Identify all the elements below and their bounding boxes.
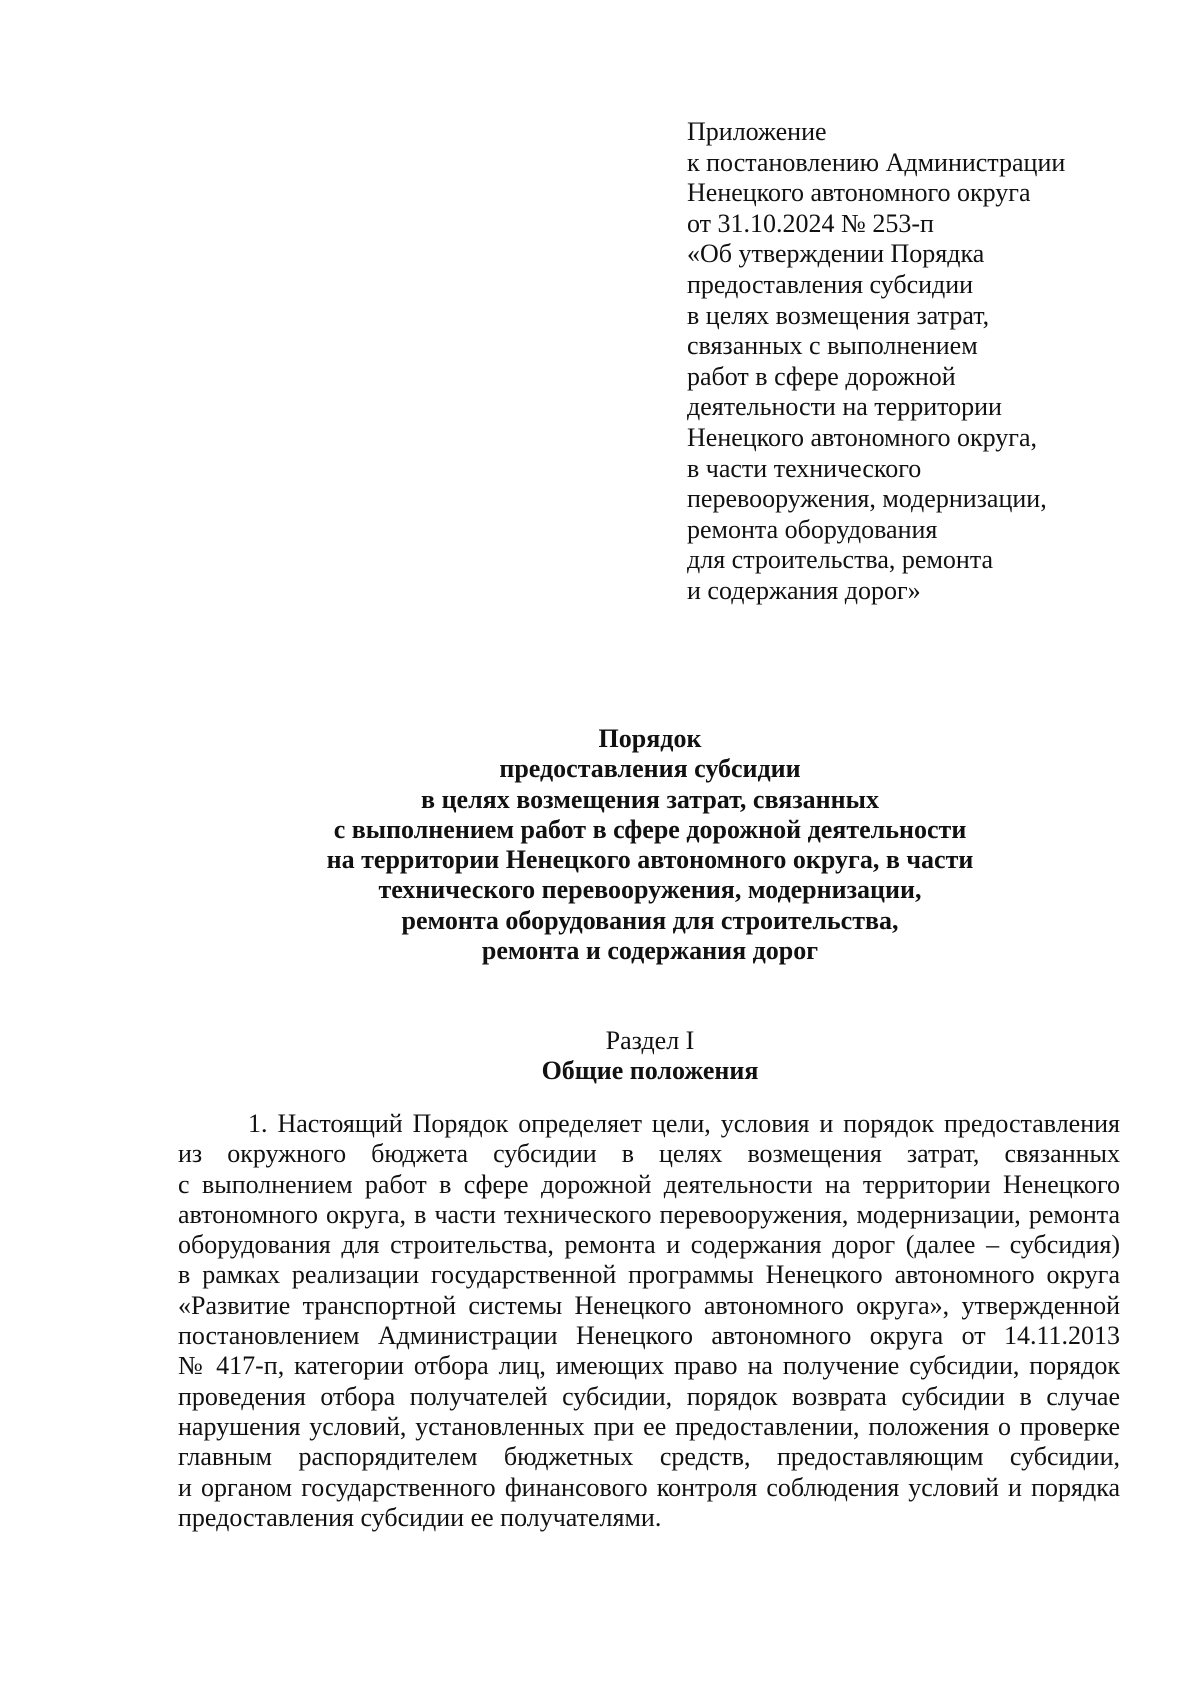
annex-line: ремонта оборудования xyxy=(687,514,938,544)
paragraph-line: проведения отбора получателей субсидии, порядок возврата субсидии в случае xyxy=(178,1381,1120,1411)
paragraph-line: в рамках реализации государственной программы Ненецкого автономного округа xyxy=(178,1260,1120,1290)
paragraph-1 xyxy=(178,1109,1120,1533)
paragraph-line: главным распорядителем бюджетных средств, предоставляющим субсидии, xyxy=(178,1442,1120,1472)
title-line: в целях возмещения затрат, связанных xyxy=(421,784,879,814)
annex-line: работ в сфере дорожной xyxy=(687,361,956,391)
title-line: с выполнением работ в сфере дорожной деятельности xyxy=(333,814,967,844)
annex-line: Ненецкого автономного округа xyxy=(687,178,1031,208)
section-title: Общие положения xyxy=(541,1056,759,1085)
annex-line: от 31.10.2024 № 253-п xyxy=(687,208,934,238)
document-title xyxy=(180,724,1120,966)
annex-line: перевооружения, модернизации, xyxy=(687,484,1047,514)
annex-line: связанных с выполнением xyxy=(687,331,978,361)
section-number: Раздел I xyxy=(605,1026,695,1055)
annex-line: Приложение xyxy=(687,117,827,146)
annex-line: для строительства, ремонта xyxy=(687,545,994,575)
title-line: ремонта оборудования для строительства, xyxy=(401,905,899,935)
title-line: предоставления субсидии xyxy=(499,754,801,784)
annex-line: и содержания дорог» xyxy=(687,575,921,605)
paragraph-line: и органом государственного финансового контроля соблюдения условий и порядка xyxy=(178,1472,1120,1502)
paragraph-line: 1. Настоящий Порядок определяет цели, условия и порядок предоставления xyxy=(248,1109,1120,1138)
annex-line: в целях возмещения затрат, xyxy=(687,300,990,330)
annex-line: «Об утверждении Порядка xyxy=(687,239,985,269)
title-line: технического перевооружения, модернизации, xyxy=(378,875,922,905)
paragraph-line: предоставления субсидии ее получателями. xyxy=(178,1502,662,1532)
annex-line: предоставления субсидии xyxy=(687,269,974,299)
paragraph-line: из окружного бюджета субсидии в целях возмещения затрат, связанных xyxy=(178,1139,1120,1169)
title-line: на территории Ненецкого автономного округа, в части xyxy=(326,845,974,875)
paragraph-line: автономного округа, в части технического перевооружения, модернизации, ремонта xyxy=(178,1199,1120,1229)
title-line: Порядок xyxy=(598,724,702,753)
paragraph-line: постановлением Администрации Ненецкого автономного округа от 14.11.2013 xyxy=(178,1321,1120,1351)
paragraph-line: «Развитие транспортной системы Ненецкого автономного округа», утвержденной xyxy=(178,1290,1120,1320)
paragraph-line: № 417-п, категории отбора лиц, имеющих право на получение субсидии, порядок xyxy=(178,1351,1120,1381)
annex-header xyxy=(687,117,1127,607)
paragraph-line: нарушения условий, установленных при ее предоставлении, положения о проверке xyxy=(178,1411,1120,1441)
title-line: ремонта и содержания дорог xyxy=(481,936,819,966)
annex-line: к постановлению Администрации xyxy=(687,147,1066,177)
annex-line: Ненецкого автономного округа, xyxy=(687,422,1037,452)
annex-line: деятельности на территории xyxy=(687,392,1002,422)
paragraph-line: с выполнением работ в сфере дорожной деятельности на территории Ненецкого xyxy=(178,1169,1120,1199)
paragraph-line: оборудования для строительства, ремонта и содержания дорог (далее – субсидия) xyxy=(178,1230,1120,1260)
annex-line: в части технического xyxy=(687,453,922,483)
